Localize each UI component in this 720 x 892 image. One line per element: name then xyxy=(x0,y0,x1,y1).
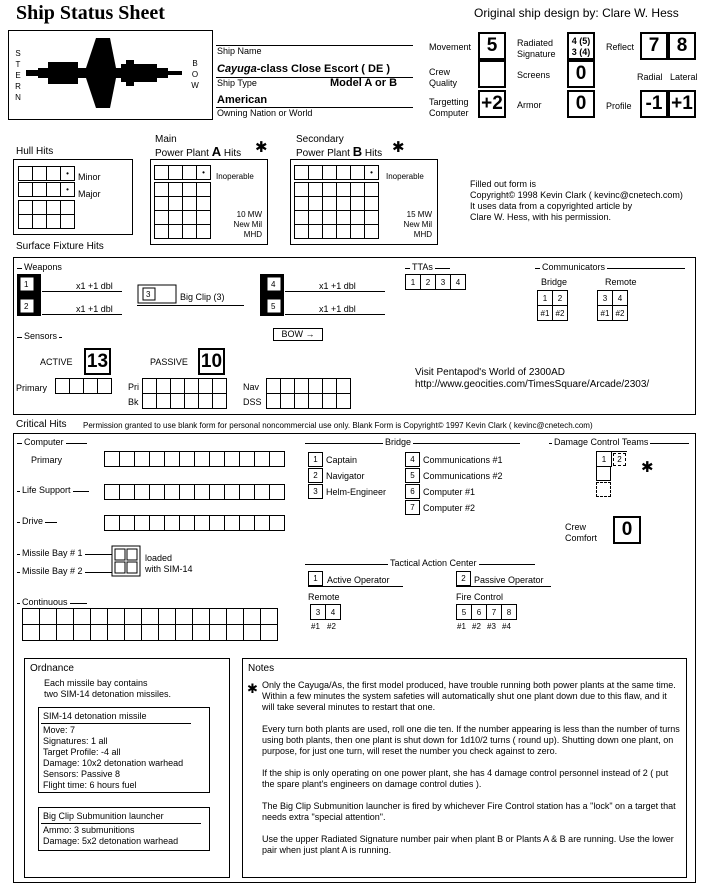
dct-extra-1[interactable] xyxy=(596,466,611,481)
armor-label: Armor xyxy=(517,100,542,110)
svg-text:5: 5 xyxy=(271,302,276,311)
active-operator-label: Active Operator xyxy=(327,575,390,585)
nav-label: Nav xyxy=(243,382,260,392)
bridge-section-label: Bridge xyxy=(385,437,412,447)
targetting-box: +2 xyxy=(478,90,506,118)
sim14-title: SIM-14 detonation missile xyxy=(43,711,147,721)
big-clip-label: Big Clip (3) xyxy=(180,292,225,302)
weapon-mount-4-5-icon xyxy=(259,273,285,317)
sec-pp-grid[interactable] xyxy=(294,182,379,239)
profile-radial-box: -1 xyxy=(640,90,668,118)
bridge-7-box[interactable]: 7 xyxy=(405,500,420,515)
comm-remote-label: Remote xyxy=(605,277,637,287)
asterisk-icon: ✱ xyxy=(247,681,258,696)
bigclip-stats: Ammo: 3 submunitions Damage: 5x2 detonation warhead xyxy=(43,825,179,846)
nav-dss-grid[interactable] xyxy=(266,378,351,409)
ttas-label: TTAs xyxy=(412,262,433,272)
crew-comfort-box: 0 xyxy=(613,516,641,544)
bridge-4-label: Communications #1 xyxy=(423,455,503,465)
ordnance-text: Each missile bay contains two SIM-14 detonation missiles. xyxy=(44,678,172,699)
minor-label: Minor xyxy=(78,172,101,182)
bridge-1-label: Captain xyxy=(326,455,358,465)
screens-label: Screens xyxy=(517,70,551,80)
profile-label: Profile xyxy=(606,101,632,111)
missile-bay-2-label: Missile Bay # 2 xyxy=(22,566,83,576)
profile-lateral-box: +1 xyxy=(668,90,696,118)
dss-label: DSS xyxy=(243,397,262,407)
communicators-label: Communicators xyxy=(542,262,606,272)
active-label: ACTIVE xyxy=(40,357,73,367)
reflect-radial-box: 7 xyxy=(640,32,668,60)
sec-pp-grid-top[interactable]: • xyxy=(294,165,379,180)
active-operator-box[interactable]: 1 xyxy=(308,571,323,586)
bow-label: B O W xyxy=(191,59,199,90)
visit-url[interactable]: http://www.geocities.com/TimesSquare/Arcade/2303/ xyxy=(415,379,650,390)
permission-note: Permission granted to use blank form for personal noncommercial use only. Blank Form is Copyright© 1997 Kevin Clark ( kevinc@cnetech.com) xyxy=(83,421,593,430)
design-credit: Original ship design by: Clare W. Hess xyxy=(474,6,679,20)
hull-extra-grid[interactable] xyxy=(18,200,75,229)
sim14-stats: Move: 7 Signatures: 1 all Target Profile: -4 all Damage: 10x2 detonation warhead Sensors: Passive 8 Flight time: 6 hours fuel xyxy=(43,725,184,790)
tac-label: Tactical Action Center xyxy=(390,558,477,568)
main-pp-grid[interactable] xyxy=(154,182,211,239)
weapon-1-dbl: x1 +1 dbl xyxy=(76,281,113,291)
missile-bay-icon[interactable] xyxy=(111,545,141,577)
missile-bay-1-label: Missile Bay # 1 xyxy=(22,548,83,558)
primary-sensor-grid[interactable] xyxy=(55,378,112,394)
hull-hits-label: Hull Hits xyxy=(16,146,54,157)
reflect-label: Reflect xyxy=(606,42,635,52)
nation-label: Owning Nation or World xyxy=(217,108,313,118)
asterisk-icon: ✱ xyxy=(255,139,268,156)
computer-label: Computer xyxy=(24,437,64,447)
comm-remote-grid[interactable]: 3 4 #1 #2 xyxy=(597,290,628,321)
ordnance-label: Ordnance xyxy=(30,663,74,674)
bridge-3-box[interactable]: 3 xyxy=(308,484,323,499)
fire-control-label: Fire Control xyxy=(456,592,504,602)
critical-hits-label: Critical Hits xyxy=(16,419,67,430)
weapon-2-dbl: x1 +1 dbl xyxy=(76,304,113,314)
sec-pp-label: Secondary Power Plant B Hits xyxy=(296,134,383,159)
bridge-7-label: Computer #2 xyxy=(423,503,476,513)
sec-pp-spec: 15 MW New Mil MHD xyxy=(403,210,432,239)
svg-text:3: 3 xyxy=(146,290,151,299)
notes-label: Notes xyxy=(248,663,275,674)
comm-bridge-label: Bridge xyxy=(541,277,568,287)
drive-grid[interactable] xyxy=(104,515,285,531)
movement-box: 5 xyxy=(478,32,506,60)
bow-arrow-label: BOW → xyxy=(273,328,323,341)
crew-quality-box[interactable] xyxy=(478,60,506,88)
nation-value: American xyxy=(217,94,268,106)
continuous-grid[interactable] xyxy=(22,608,278,641)
bridge-1-box[interactable]: 1 xyxy=(308,452,323,467)
bridge-5-label: Communications #2 xyxy=(423,471,503,481)
main-pp-label: Main Power Plant A Hits xyxy=(155,134,242,159)
targetting-label: Targetting Computer xyxy=(429,97,469,118)
ship-type-value: Cayuga-class Close Escort ( DE ) xyxy=(217,63,391,75)
major-label: Major xyxy=(78,189,101,199)
big-clip-mount-icon xyxy=(137,284,177,304)
bridge-2-box[interactable]: 2 xyxy=(308,468,323,483)
ship-silhouette-image xyxy=(26,34,190,114)
notes-body: Only the Cayuga/As, the first model produced, have trouble running both power plants at the same time. Within a few minutes the system safeties will automatically shut one plant down due to this flaw, and it will take several minutes to restart that one. Every turn both plants are used, roll one die ten. If the number appearing is less than the number of turns using both plants, then one plant is shut down for 1d10/2 turns ( round up). Shutting down one plant, on purpose, for just one turn, will reset the number you check against to zero. If the ship is only operating on one power plant, she has 4 damage control personnel instead of 2 ( put the spare plant's engineers on damage control duties ). The Big Clip Submunition launcher is fired by whichever Fire Control station has a "lock" on a target that needs extra "special attention". Use the upper Radiated Signature number pair when plant B or Plants A & B are running. Use the lower pair when just plant A is running. xyxy=(262,680,680,855)
hull-minor-grid[interactable]: • xyxy=(18,166,75,181)
comm-bridge-grid[interactable]: 1 2 #1 #2 xyxy=(537,290,568,321)
stern-label: S T E R N xyxy=(15,49,21,102)
life-support-label: Life Support xyxy=(22,485,71,495)
primary-sensor-label: Primary xyxy=(16,383,47,393)
bridge-4-box[interactable]: 4 xyxy=(405,452,420,467)
computer-grid[interactable] xyxy=(104,451,285,467)
bridge-5-box[interactable]: 5 xyxy=(405,468,420,483)
dct-extra-2[interactable] xyxy=(596,482,611,497)
svg-text:4: 4 xyxy=(271,280,276,289)
radiated-label: Radiated Signature xyxy=(517,38,556,59)
tac-remote-label: Remote xyxy=(308,592,340,602)
bk-label: Bk xyxy=(128,397,139,407)
pri-bk-grid[interactable] xyxy=(142,378,227,409)
bigclip-title: Big Clip Submunition launcher xyxy=(43,811,164,821)
visit-line-1: Visit Pentapod's World of 2300AD xyxy=(415,367,565,378)
damage-control-label: Damage Control Teams xyxy=(554,437,649,447)
loaded-note: loaded with SIM-14 xyxy=(145,553,193,574)
ship-name-label: Ship Name xyxy=(217,46,262,56)
weapons-label: Weapons xyxy=(24,262,62,272)
armor-box: 0 xyxy=(567,90,595,118)
weapon-5-dbl: x1 +1 dbl xyxy=(319,304,356,314)
svg-text:1: 1 xyxy=(24,280,29,289)
radial-label: Radial xyxy=(637,72,663,82)
passive-label: PASSIVE xyxy=(150,357,188,367)
crew-comfort-label: Crew Comfort xyxy=(565,522,598,543)
model-value: Model A or B xyxy=(330,77,398,89)
main-inoperable-label: Inoperable xyxy=(216,172,254,181)
bridge-3-label: Helm-Engineer xyxy=(326,487,387,497)
passive-sensor-box: 10 xyxy=(198,348,225,375)
asterisk-icon: ✱ xyxy=(392,139,405,156)
tac-remote-sub-1: #1 xyxy=(311,622,320,631)
crew-quality-label: Crew Quality xyxy=(429,67,458,88)
asterisk-icon: ✱ xyxy=(641,459,654,476)
movement-label: Movement xyxy=(429,42,472,52)
main-pp-grid-top[interactable]: • xyxy=(154,165,211,180)
hull-major-grid[interactable]: • xyxy=(18,182,75,197)
surface-fixture-label: Surface Fixture Hits xyxy=(16,241,104,252)
tac-remote-sub-2: #2 xyxy=(327,622,336,631)
dct-grid[interactable]: 1 2 xyxy=(596,451,627,467)
tta-grid[interactable]: 1 2 3 4 xyxy=(405,274,466,290)
filled-note: Filled out form is Copyright© 1998 Kevin Clark ( kevinc@cnetech.com) It uses data from a copyrighted article by Clare W. Hess, with his permission. xyxy=(470,179,683,222)
active-sensor-box: 13 xyxy=(84,348,111,375)
computer-primary-label: Primary xyxy=(31,455,62,465)
svg-text:2: 2 xyxy=(24,302,29,311)
main-pp-spec: 10 MW New Mil MHD xyxy=(233,210,262,239)
drive-label: Drive xyxy=(22,516,44,526)
radiated-box: 4 (5) 3 (4) xyxy=(567,32,595,60)
lateral-label: Lateral xyxy=(670,72,698,82)
screens-box: 0 xyxy=(567,60,595,88)
weapon-mount-1-2-icon xyxy=(16,273,42,317)
passive-operator-box[interactable]: 2 xyxy=(456,571,471,586)
life-support-grid[interactable] xyxy=(104,484,285,500)
bridge-2-label: Navigator xyxy=(326,471,365,481)
tac-remote-grid[interactable]: 3 4 xyxy=(310,604,341,620)
sec-inoperable-label: Inoperable xyxy=(386,172,424,181)
pri-label: Pri xyxy=(128,382,139,392)
fire-control-sub: #1 #2 #3 #4 xyxy=(457,622,511,631)
ship-type-label: Ship Type xyxy=(217,78,257,88)
reflect-lateral-box: 8 xyxy=(668,32,696,60)
sensors-label: Sensors xyxy=(24,331,58,341)
bridge-6-label: Computer #1 xyxy=(423,487,476,497)
continuous-label: Continuous xyxy=(22,597,68,607)
fire-control-grid[interactable]: 5 6 7 8 xyxy=(456,604,517,620)
page-title: Ship Status Sheet xyxy=(16,2,165,24)
bridge-6-box[interactable]: 6 xyxy=(405,484,420,499)
weapon-4-dbl: x1 +1 dbl xyxy=(319,281,356,291)
passive-operator-label: Passive Operator xyxy=(474,575,544,585)
